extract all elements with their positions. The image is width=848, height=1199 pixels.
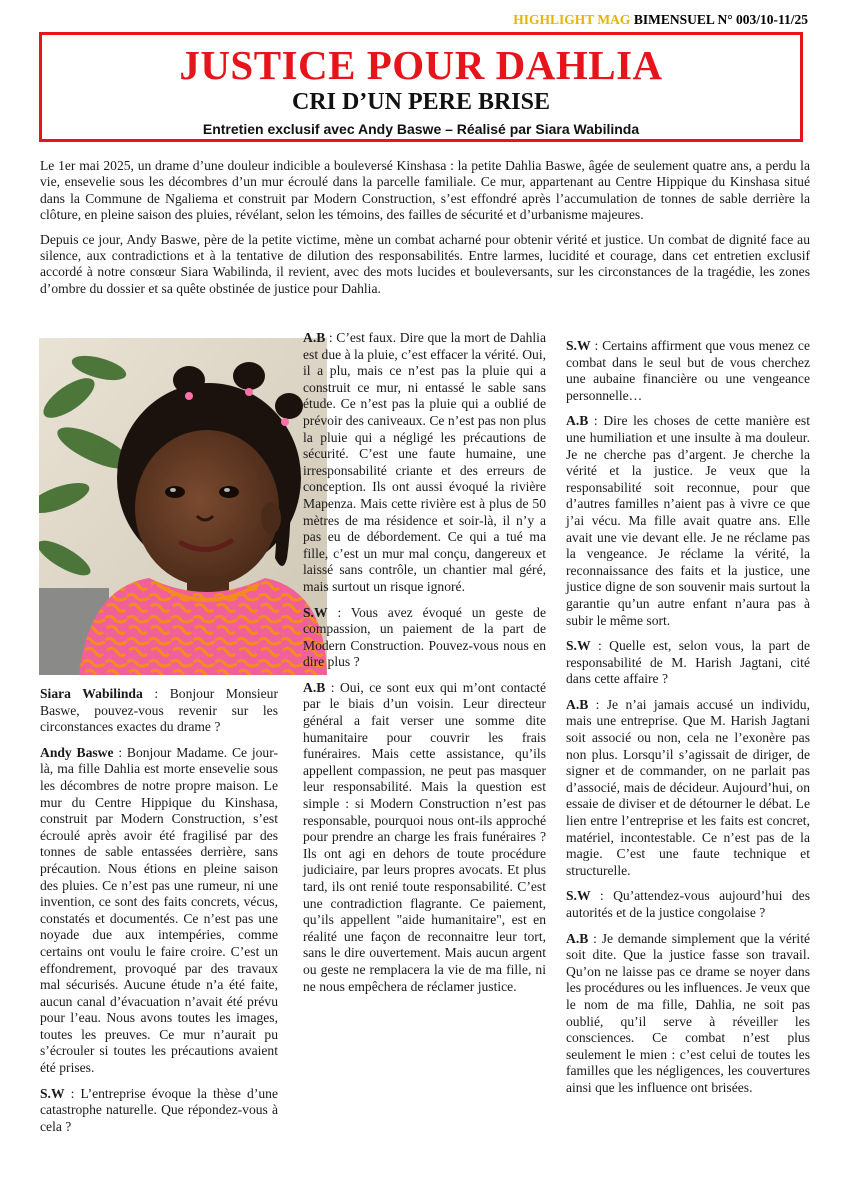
speech-text: : Je n’ai jamais accusé un individu, mais une entreprise. Que M. Harish Jagtani soit associé ou non, cela ne l’exonère pas non plus. Lorsqu’il s’agissait de diriger, de signer et de commander, on ne parlait pas d’associé, mais de décideur. Aujourd’hui, on essaie de diviser et de détourner le débat. Le lien entre l’entreprise et les faits est concret, matériel, incontestable. Ce n’est pas de la magie. C’est une faute technique et structurelle. (566, 696, 810, 878)
intro-paragraph: Le 1er mai 2025, un drame d’une douleur indicible a bouleversé Kinshasa : la petite Dahlia Baswe, âgée de seulement quatre ans, a perdu la vie, ensevelie sous les décombres d’un mur écroulé dans la parcelle familiale. Ce mur, appartenant au Centre Hippique du Kinshasa situé dans la Commune de Ngaliema et construit par Modern Construction, s’est effondré après l’accumulation de tonnes de sable derrière la clôture, en pleine saison des pluies, révélant, selon les témoins, des failles de sécurité et d’urbanisme majeures. (40, 158, 810, 223)
speaker-label: S.W (303, 604, 328, 620)
speech-text: : C’est faux. Dire que la mort de Dahlia est due à la pluie, c’est effacer la vérité. Oui, il a plu, mais ce n’est pas la pluie qui a construit ce mur, ni entassé le sable sans étude. Ce n’est pas la pluie qui a oublié de prévoir des caniveaux. Ce n’est pas non plus la pluie qui a négligé les précautions de sécurité. C’est une faute humaine, une irresponsabilité criante et des erreurs de conception. Ils ont aussi évoqué la rivière Mapenza. Mais cette rivière est à plus de 50 mètres de ma résidence et soir-là, il n’y a pas eu de débordement. Ce qui a tué ma fille, c’est un mur mal conçu, dangereux et laissé sans contrôle, un chantier mal géré, mais surtout un risque ignoré. (303, 330, 546, 594)
intro-paragraph: Depuis ce jour, Andy Baswe, père de la petite victime, mène un combat acharné pour obtenir vérité et justice. Un combat de dignité face au silence, aux contradictions et à la tentative de dilution des responsabilités. Entre larmes, lucidité et courage, dans cet entretien exclusif accordé à notre consœur Siara Wabilinda, il revient, avec des mots lucides et bouleversants, sur les circonstances de la tragédie, les zones d’ombre du dossier et sa quête obstinée de justice pour Dahlia. (40, 231, 810, 296)
interview-column-2 (303, 330, 546, 1004)
speaker-label: A.B (303, 330, 326, 345)
speaker-label: Siara Wabilinda (40, 686, 143, 701)
masthead-brand: HIGHLIGHT MAG (513, 12, 631, 27)
speaker-label: Andy Baswe (40, 744, 114, 760)
speech-text: : Oui, ce sont eux qui m’ont contacté par le biais d’un voisin. Leur directeur général a fait verser une somme dite humanitaire pour couvrir les frais funéraires. Mais cette assistance, qu’ils appellent compassion, ne peut pas masquer leur responsabilité. Mais la question est simple : si Modern Construction n’est pas responsable, pourquoi nous ont-ils approché pour prendre an charge les frais funéraires ? Ils ont agi en dehors de toute procédure judiciaire, par leurs propres avocats. Et plus tard, ils ont renié toute responsabilité. C’est une contradiction flagrante. Ce paiement, qu’ils appellent "aide humanitaire", est en réalité une façon de reconnaitre leur tort, sans le dire ouvertement. Mais aucun argent ou geste ne remplacera la vie de ma fille, ni ne nous empêchera de réclamer justice. (303, 679, 546, 994)
speech-text: : Certains affirment que vous menez ce combat dans le seul but de vous cherchez une aubaine financière ou une vengeance personnelle… (566, 338, 810, 403)
interview-paragraph (566, 638, 810, 688)
interview-paragraph (566, 338, 810, 404)
interview-paragraph (40, 686, 278, 736)
interview-paragraph (566, 931, 810, 1097)
byline: Entretien exclusif avec Andy Baswe – Réalisé par Siara Wabilinda (202, 121, 640, 137)
speech-text: : Bonjour Monsieur Baswe, pouvez-vous revenir sur les circonstances exactes du drame ? (40, 686, 278, 735)
intro-section (40, 158, 810, 305)
speaker-label: A.B (566, 930, 589, 946)
child-portrait-photo (39, 338, 327, 675)
speaker-label: S.W (566, 888, 591, 904)
speech-text: : Dire les choses de cette manière est une humiliation et une insulte à ma douleur. Je ne cherche pas d’argent. Je cherche la vérité et la justice. Je veux que la responsabilité soit reconnue, pour que d’autres familles n’aient pas à vivre ce que j’ai vécu. Ma fille avait quatre ans. Elle avait une vie devant elle. Je ne réclame pas la vengeance. Je réclame la vérité, la reconnaissance des faits et la justice, une justice digne de son souvenir mais surtout la garantie qu’un autre enfant n’aura pas à subir le même sort. (566, 413, 810, 628)
speech-text: : Bonjour Madame. Ce jour-là, ma fille Dahlia est morte ensevelie sous les décombres de notre propre maison. Le mur du Centre Hippique du Kinshasa, construit par Modern Construction, s’est écroulé après avoir été fragilisé par des tonnes de sable entassées derrière, sans précaution. Nous étions en pleine saison des pluies. Ce n’est pas une rumeur, ni une invention, ce sont des faits concrets, vécus, constatés et documentés. Ce n’est pas une noyade due aux intempéries, comme certains ont voulu le faire croire. C’est un effondrement, provoqué par des travaux mal sécurisés. Aucune étude n’a été faite, aucun canal d’évacuation n’avait été prévu pour l’eau. Nous avons toutes les images, toutes les preuves. Ce mur n’aurait pu s’écrouler si toutes les précautions avaient été prises. (40, 744, 278, 1076)
speech-text: : Je demande simplement que la vérité soit dite. Que la justice fasse son travail. Qu’on ne laisse pas ce drame se noyer dans les procédures ou les influences. Je veux que le nom de ma fille, Dahlia, ne soit pas oublié, qu’il serve à réveiller les consciences. Ce combat n’est plus seulement le mien : c’est celui de toutes les familles que les négligences, les couvertures ainsi que les influence ont brisées. (566, 930, 810, 1095)
interview-paragraph (566, 413, 810, 629)
headline-title: JUSTICE POUR DAHLIA (179, 42, 663, 88)
speaker-label: S.W (40, 1085, 65, 1101)
speech-text: : L’entreprise évoque la thèse d’une catastrophe naturelle. Que répondez-vous à cela ? (40, 1085, 278, 1134)
interview-paragraph (303, 330, 546, 596)
portrait-photo-icon (39, 338, 327, 675)
speaker-label: A.B (566, 696, 589, 712)
interview-paragraph (40, 745, 278, 1077)
speaker-label: S.W (566, 338, 591, 353)
speech-text: : Vous avez évoqué un geste de compassion, un paiement de la part de Modern Construction. Pouvez-vous nous en dire plus ? (303, 604, 546, 670)
interview-paragraph (566, 697, 810, 880)
masthead (513, 12, 808, 28)
interview-paragraph (566, 888, 810, 921)
speaker-label: A.B (566, 413, 589, 429)
interview-column-1 (40, 686, 278, 1144)
speech-text: : Quelle est, selon vous, la part de responsabilité de M. Harish Jagtani, cité dans cette affaire ? (566, 638, 810, 687)
headline-subtitle: CRI D’UN PERE BRISE (291, 89, 551, 115)
headline-box (39, 32, 803, 142)
speaker-label: A.B (303, 679, 326, 695)
interview-paragraph (303, 605, 546, 671)
interview-paragraph (303, 680, 546, 995)
speaker-label: S.W (566, 638, 591, 654)
interview-column-3 (566, 338, 810, 1106)
interview-paragraph (40, 1086, 278, 1136)
masthead-issue: BIMENSUEL N° 003/10-11/25 (633, 12, 808, 27)
speech-text: : Qu’attendez-vous aujourd’hui des autorités et de la justice congolaise ? (566, 888, 810, 920)
